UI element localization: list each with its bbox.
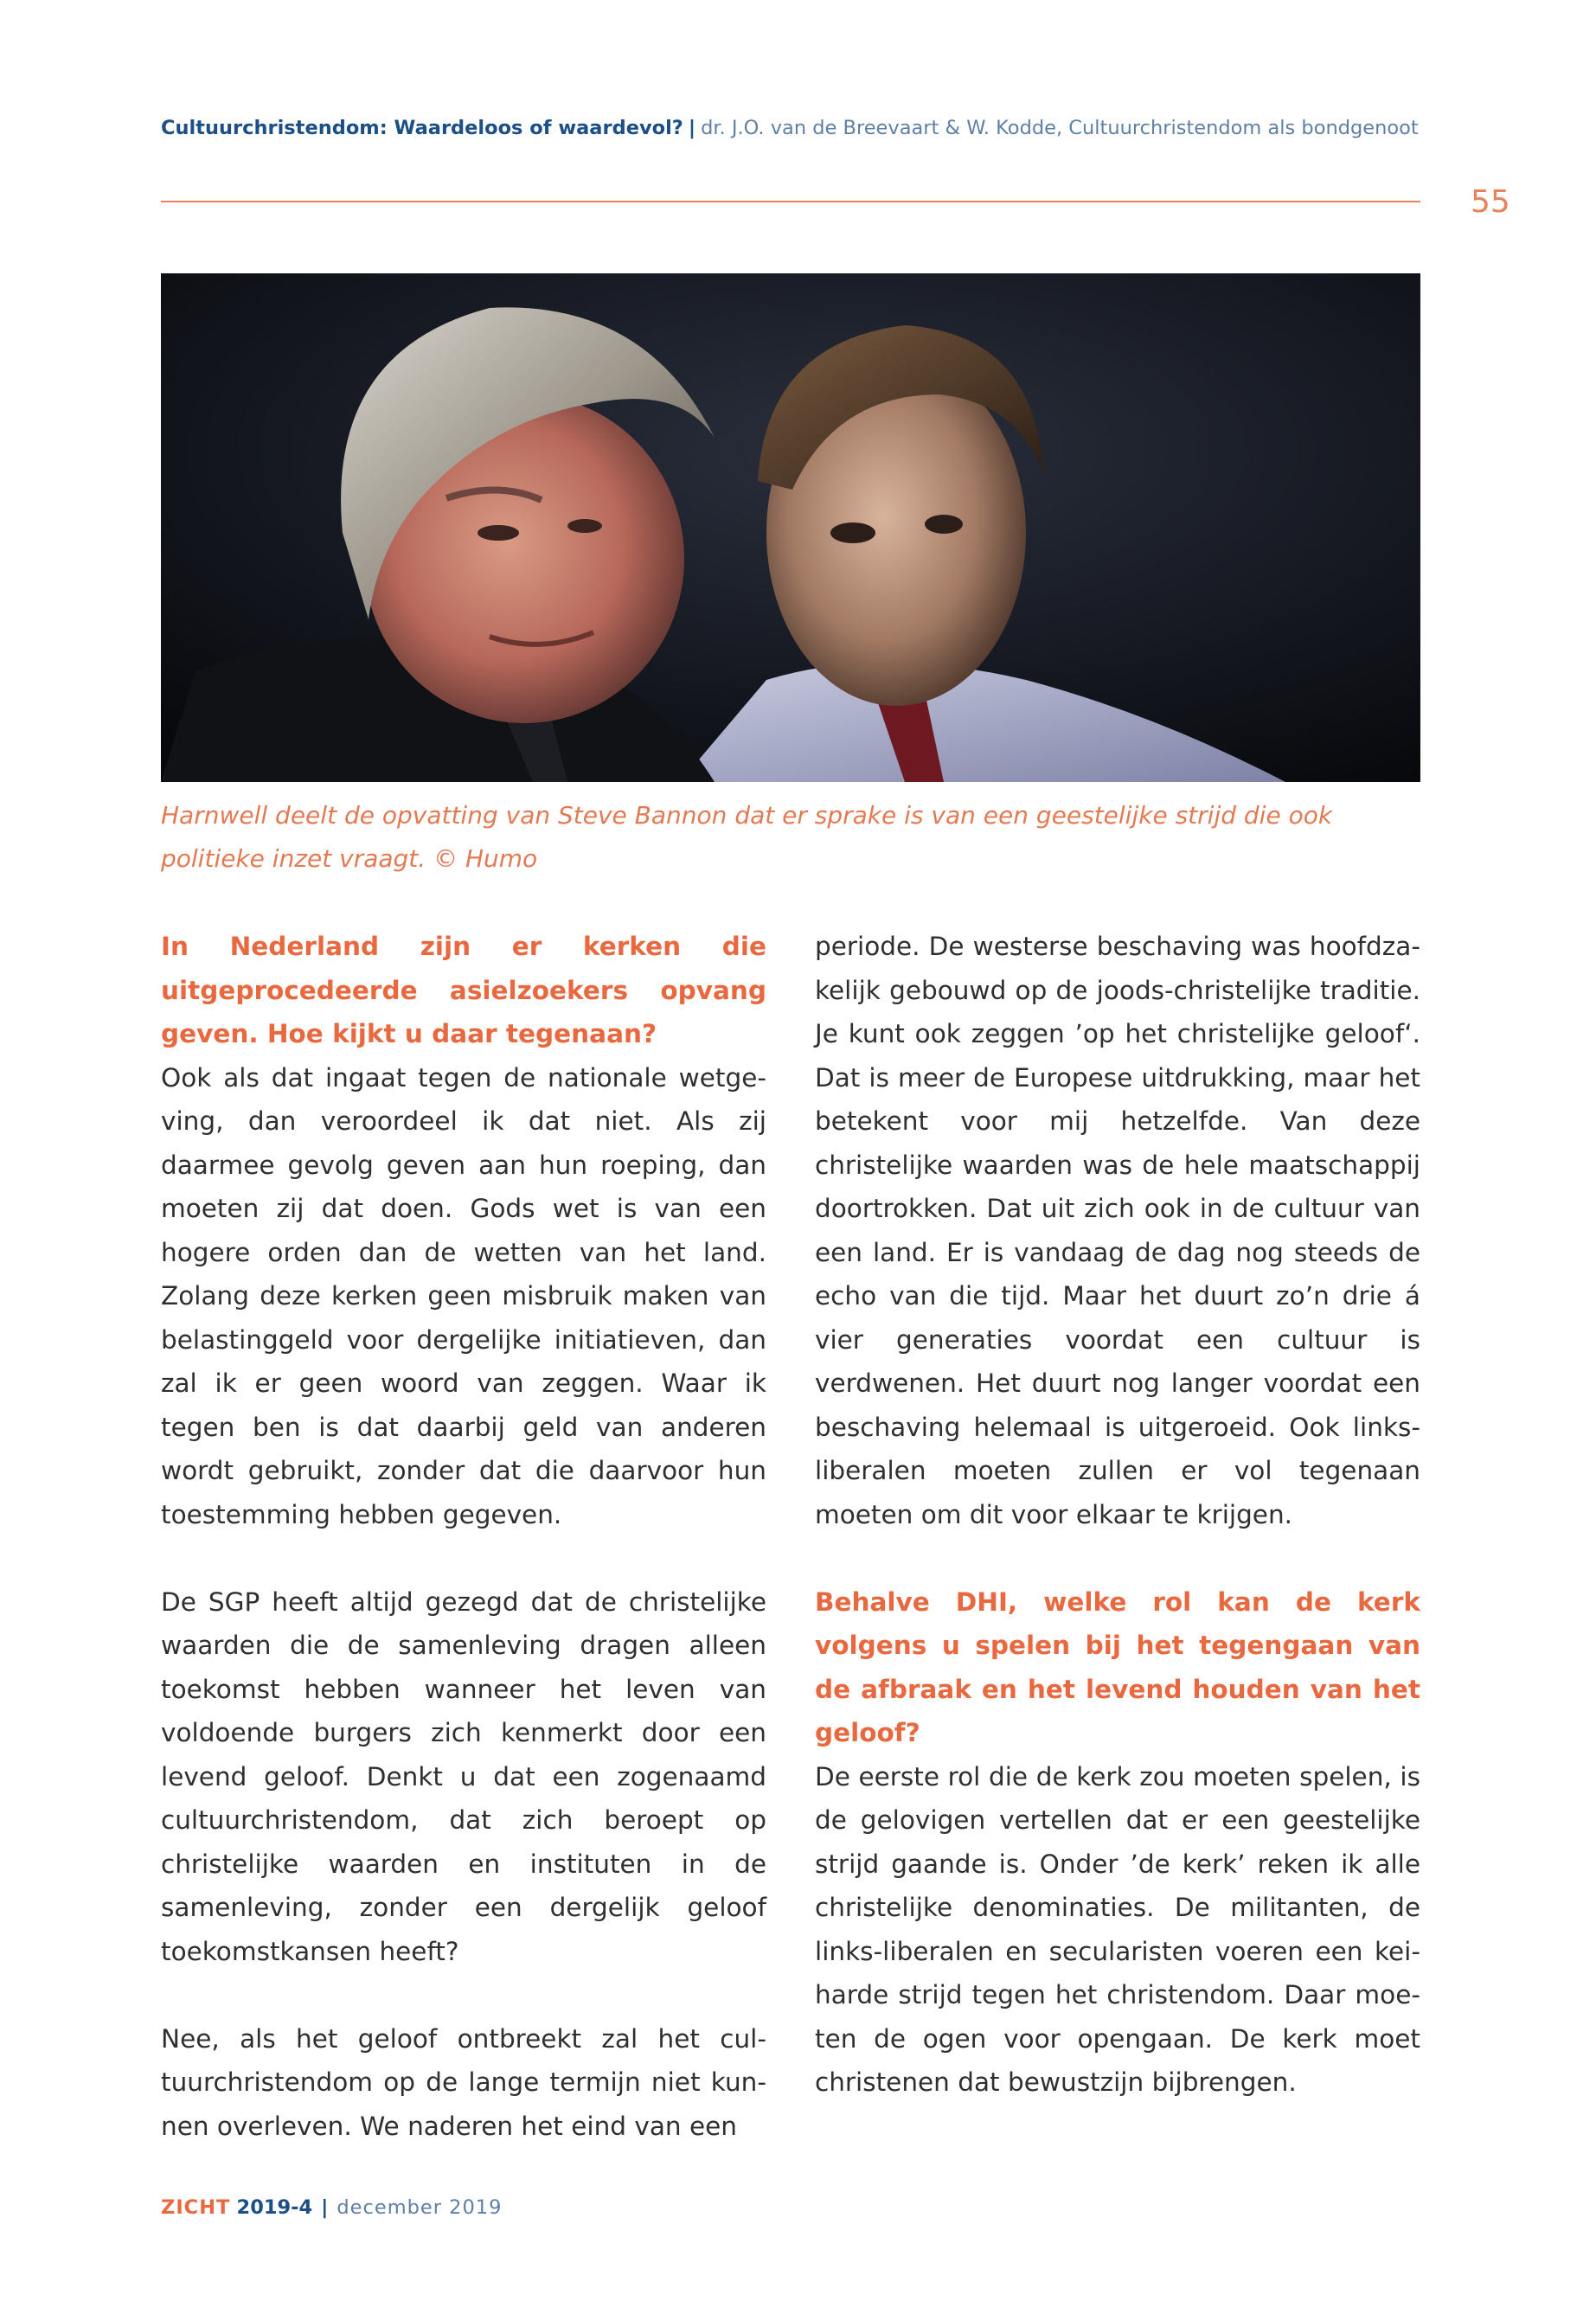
photo-caption: Harnwell deelt de opvatting van Steve Bannon dat er sprake is van een geestelijke strijd die ook politieke inzet vraagt. © Humo: [161, 801, 1333, 873]
page-footer: [161, 2192, 502, 2223]
interview-answer: De eerste rol die de kerk zou moeten spelen, is de gelovigen vertellen dat er een geestelijke strijd gaande is. Onder ’de kerk’ reken ik alle christelijke denominaties. De militanten, de links-liberalen en secularisten voeren een keiharde strijd tegen het christendom. Daar moeten de ogen voor opengaan. De kerk moet christenen dat bewustzijn bijbrengen.: [815, 1761, 1420, 2097]
interview-question: Behalve DHI, welke rol kan de kerk volgens u spelen bij het tegengaan van de afbraak en het levend houden van het geloof?: [815, 1586, 1420, 1747]
article-column-left: [161, 925, 766, 2148]
header-separator: |: [688, 117, 696, 139]
series-title: Cultuurchristendom: Waardeloos of waardevol?: [161, 117, 683, 139]
interview-answer: Ook als dat ingaat tegen de nationale wetgeving, dan veroordeel ik dat niet. Als zij daarmee gevolg geven aan hun roeping, dan moeten zij dat doen. Gods wet is van een hogere orden dan de wetten van het land. Zolang deze kerken geen misbruik maken van belastinggeld voor dergelijke initiatieven, dan zal ik er geen woord van zeggen. Waar ik tegen ben is dat daarbij geld van anderen wordt gebruikt, zonder dat die daarvoor hun toestemming hebben gegeven.: [161, 1062, 766, 1529]
issue-number: 2019-4: [236, 2196, 313, 2219]
interview-question: In Nederland zijn er kerken die uitgeprocedeerde asielzoekers opvang geven. Hoe kijkt u daar tegenaan?: [161, 932, 766, 1048]
interview-answer: Nee, als het geloof ontbreekt zal het cultuurchristendom op de lange termijn niet kunnen overleven. We naderen het eind van een: [161, 2023, 766, 2141]
interview-paragraph: De SGP heeft altijd gezegd dat de christelijke waarden die de samenleving dragen alleen toekomst hebben wanneer het leven van voldoende burgers zich kenmerkt door een levend geloof. Denkt u dat een zogenaamd cultuurchristendom, dat zich beroept op christelijke waarden en instituten in de samenleving, zonder een dergelijk geloof toekomstkansen heeft?: [161, 1586, 766, 1966]
issue-date: december 2019: [337, 2196, 503, 2219]
magazine-name: ZICHT: [161, 2196, 231, 2219]
article-column-right: [815, 925, 1420, 2105]
paragraph-gap: [161, 1973, 766, 2017]
page-number: 55: [1471, 184, 1510, 220]
article-photo: [161, 273, 1420, 782]
paragraph-gap: [815, 1536, 1420, 1580]
article-authors-title: dr. J.O. van de Breevaart & W. Kodde, Cultuurchristendom als bondgenoot: [701, 117, 1419, 139]
header-divider: [161, 201, 1420, 202]
photo-illustration: [161, 273, 1420, 782]
running-header: [161, 111, 1420, 145]
footer-separator: |: [321, 2196, 329, 2219]
interview-answer: periode. De westerse beschaving was hoofdzakelijk gebouwd op de joods-christelijke traditie. Je kunt ook zeggen ’op het christelijke geloof‘. Dat is meer de Europese uitdrukking, maar het betekent voor mij hetzelfde. Van deze christelijke waarden was de hele maatschappij doortrokken. Dat uit zich ook in de cultuur van een land. Er is vandaag de dag nog steeds de echo van die tijd. Maar het duurt zo’n drie á vier generaties voordat een cultuur is verdwenen. Het duurt nog langer voordat een beschaving helemaal is uitgeroeid. Ook links-liberalen moeten zullen er vol tegenaan moeten om dit voor elkaar te krijgen.: [815, 932, 1420, 1529]
paragraph-gap: [161, 1536, 766, 1580]
